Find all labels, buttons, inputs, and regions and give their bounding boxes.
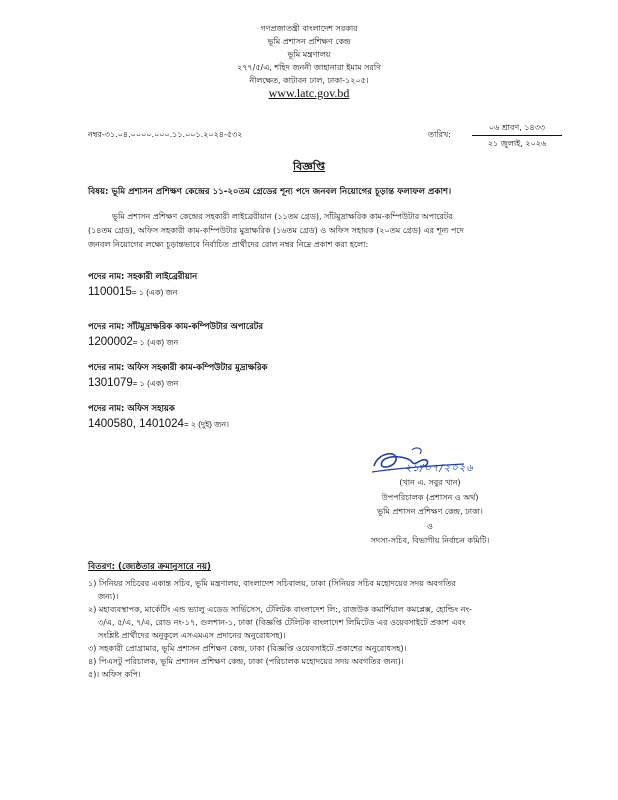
roll-line: [88, 286, 197, 300]
subject-line: বিষয়: ভূমি প্রশাসন প্রশিক্ষণ কেন্দ্রের ১১-২০তম গ্রেডের শূন্য পদে জনবল নিয়োগের চূড়ান্ত ফলাফল প্রকাশ।: [88, 187, 452, 197]
header-line-area: নীলক্ষেত, কাটাবন ঢাল, ঢাকা-১২০৫।: [249, 76, 369, 85]
distribution-item: ৫)। অফিস কপি।: [88, 670, 141, 679]
header-line-office: ভূমি প্রশাসন প্রশিক্ষণ কেন্দ্র: [267, 37, 351, 46]
notice-title: বিজ্ঞপ্তি: [293, 160, 325, 173]
signatory-office: ভূমি প্রশাসন প্রশিক্ষণ কেন্দ্র, ঢাকা।: [377, 507, 483, 516]
roll-count: = ২ (দুই) জন।: [183, 420, 229, 429]
distribution-item: জন্য)।: [98, 592, 119, 601]
post-block-2: [88, 320, 263, 350]
date-label: তারিখ:: [428, 130, 451, 139]
signature-block: [330, 476, 530, 549]
post-name: পদের নাম: অফিস সহকারী কাম-কম্পিউটার মুদ্রাক্ষরিক: [88, 362, 268, 372]
website-link[interactable]: www.latc.gov.bd: [268, 86, 350, 100]
distribution-item: ২) মহাব্যবস্থাপক, মার্কেটিং এন্ড ভ্যালু এডেড সার্ভিসেস, টেলিটক বাংলাদেশ লি:, রাজউক কমার্শিয়াল কমপ্লেক্স, হোল্ডিং নং-: [88, 605, 472, 614]
post-name: পদের নাম: অফিস সহায়ক: [88, 403, 175, 413]
roll-line: [88, 418, 229, 432]
post-block-3: [88, 361, 267, 391]
roll-count: = ১ (এক) জন: [132, 379, 179, 388]
signatory-designation: উপপরিচালক (প্রশাসন ও অর্থ): [381, 492, 479, 502]
post-block-4: [88, 402, 229, 432]
signatory-conjunction: ও: [427, 521, 433, 531]
body-paragraph: [88, 210, 550, 252]
roll-numbers: 1400580, 1401024: [88, 418, 184, 430]
roll-numbers: 1200002: [88, 336, 133, 348]
distribution-section: [88, 560, 558, 681]
date-block: [472, 122, 562, 150]
distribution-heading: বিতরণ: (জ্যেষ্ঠতার ক্রমানুসারে নয়): [88, 562, 211, 572]
distribution-item: ৩) সহকারী প্রোগ্রামার, ভূমি প্রশাসন প্রশিক্ষণ কেন্দ্র, ঢাকা (বিজ্ঞপ্তি ওয়েবসাইটে প্রকাশের অনুরোধসহ)।: [88, 644, 407, 653]
distribution-item: ১) সিনিয়র সচিবের একান্ত সচিব, ভূমি মন্ত্রণালয়, বাংলাদেশ সচিবালয়, ঢাকা (সিনিয়র সচিব মহোদয়ের সদয় অবগতির: [88, 579, 456, 588]
roll-count: = ১ (এক) জন: [132, 338, 179, 347]
distribution-item: সংশ্লিষ্ট প্রার্থীদের অনুকূলে এসএমএস প্রদানের অনুরোধসহ)।: [98, 631, 286, 640]
signatory-name: (খান এ. সবুর খান): [399, 478, 461, 487]
roll-numbers: 1100015: [88, 286, 132, 298]
handwritten-date: ২১/০৭/২০২৬: [405, 463, 474, 474]
roll-line: [88, 336, 263, 350]
roll-numbers: 1301079: [88, 377, 133, 389]
roll-line: [88, 377, 267, 391]
header-line-ministry: ভূমি মন্ত্রণালয়: [287, 50, 331, 59]
date-english: ২১ জুলাই, ২০২৬: [487, 139, 547, 148]
letterhead: [0, 22, 618, 100]
body-line-3: জনবল নিয়োগের লক্ষ্যে চূড়ান্তভাবে নির্বাচিত প্রার্থীদের রোল নম্বর নিম্নে প্রকাশ করা হলো:: [88, 240, 369, 249]
roll-count: = ১ (এক) জন: [131, 288, 178, 297]
distribution-item: ৩/এ, ৫/এ, ৭/এ, রোড নং-১৭, গুলশান-১, ঢাকা (বিজ্ঞপ্তি টেলিটক বাংলাদেশ লিমিটেড এর ওয়েবসাইটে প্রকাশ এবং: [98, 618, 466, 627]
post-name: পদের নাম: সাঁটমুদ্রাক্ষরিক কাম-কম্পিউটার অপারেটর: [88, 321, 263, 331]
body-line-1: ভূমি প্রশাসন প্রশিক্ষণ কেন্দ্রের সহকারী লাইব্রেরীয়ান (১১তম গ্রেড), সাঁটমুদ্রাক্ষরিক কাম-কম্পিউটার অপারেটর: [112, 212, 453, 221]
signatory-role: সদস্য-সচিব, বিভাগীয় নির্বাচন কমিটি।: [370, 536, 490, 545]
post-block-1: [88, 270, 197, 300]
distribution-item: ৪) পিএসটু পরিচালক, ভূমি প্রশাসন প্রশিক্ষণ কেন্দ্র, ঢাকা (পরিচালক মহোদয়ের সদয় অবগতির জন্য)।: [88, 657, 404, 666]
header-line-address: ২৭৭/৫/এ, শহিদ জননী জাহানারা ইমাম সরণি: [237, 63, 381, 72]
post-name: পদের নাম: সহকারী লাইব্রেরীয়ান: [88, 271, 198, 281]
header-line-government: গণপ্রজাতন্ত্রী বাংলাদেশ সরকার: [260, 24, 358, 33]
memo-number: নম্বর-৩১.০৪.০০০০.০০০.১১.০০১.২০২৪-৫৩২: [88, 130, 243, 139]
date-bangla: ০৬ শ্রাবণ, ১৪৩৩: [472, 122, 562, 136]
body-line-2: (১৪তম গ্রেড), অফিস সহকারী কাম-কম্পিউটার মুদ্রাক্ষরিক (১৬তম গ্রেড) ও অফিস সহায়ক (২০তম গ্রেড) এর শূন্য পদে: [88, 226, 464, 235]
